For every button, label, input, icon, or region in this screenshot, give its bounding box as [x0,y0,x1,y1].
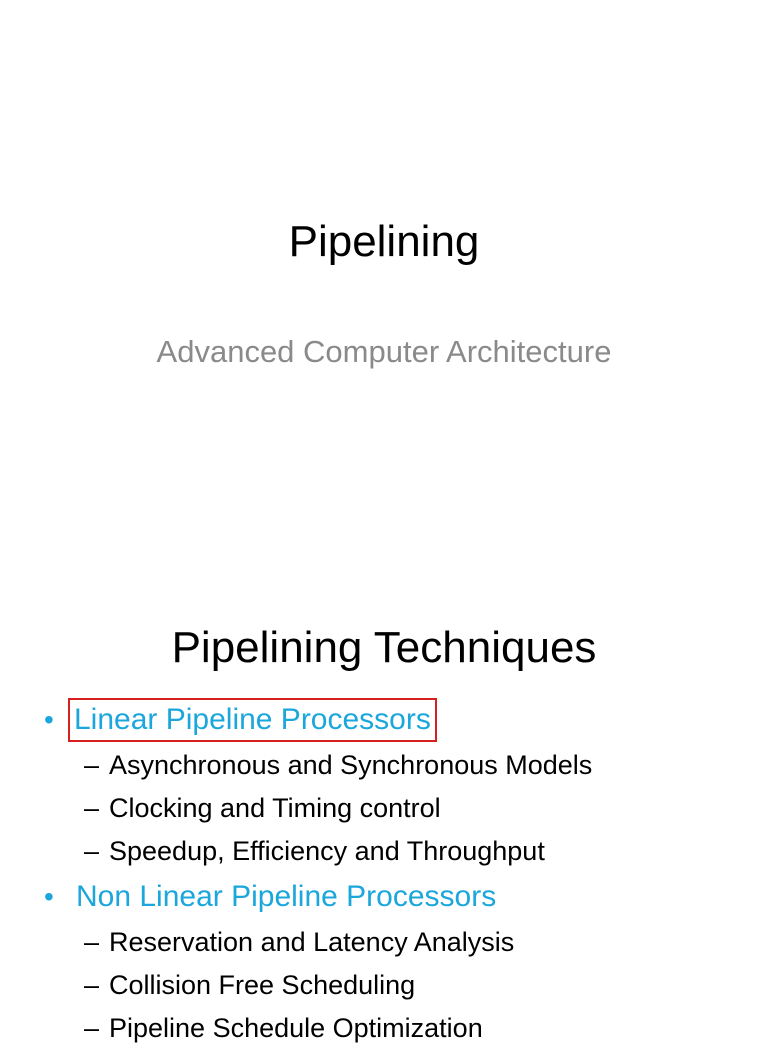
bullet-icon: • [44,704,54,735]
sub-bullet-item [0,787,768,830]
slide-title-heading: Pipelining [288,217,480,266]
dash-icon: – [84,1013,100,1043]
slide-heading: Pipelining Techniques [171,623,597,672]
slide-subtitle: Advanced Computer Architecture [156,334,612,369]
bullet-item-linear-pipeline [0,700,768,742]
bullet-item-non-linear-pipeline [0,877,768,919]
bullet-list [0,700,768,1050]
sub-bullet-item [0,964,768,1007]
dash-icon: – [84,750,100,780]
sub-bullet-label: Pipeline Schedule Optimization [109,1013,483,1043]
slide-pipelining-techniques [0,576,768,1043]
sub-bullet-label: Asynchronous and Synchronous Models [109,750,593,780]
sub-bullet-item [0,830,768,873]
sub-bullet-label: Clocking and Timing control [109,793,441,823]
sub-bullet-label: Reservation and Latency Analysis [109,927,515,957]
sub-bullet-item [0,744,768,787]
bullet-icon: • [44,881,54,912]
dash-icon: – [84,970,100,1000]
sub-bullet-item [0,921,768,964]
dash-icon: – [84,836,100,866]
sub-bullet-label: Collision Free Scheduling [109,970,416,1000]
dash-icon: – [84,793,100,823]
bullet-label: Non Linear Pipeline Processors [76,880,497,913]
dash-icon: – [84,927,100,957]
sub-bullet-item [0,1007,768,1050]
bullet-label-highlighted: Linear Pipeline Processors [70,700,435,740]
sub-bullet-label: Speedup, Efficiency and Throughput [109,836,545,866]
